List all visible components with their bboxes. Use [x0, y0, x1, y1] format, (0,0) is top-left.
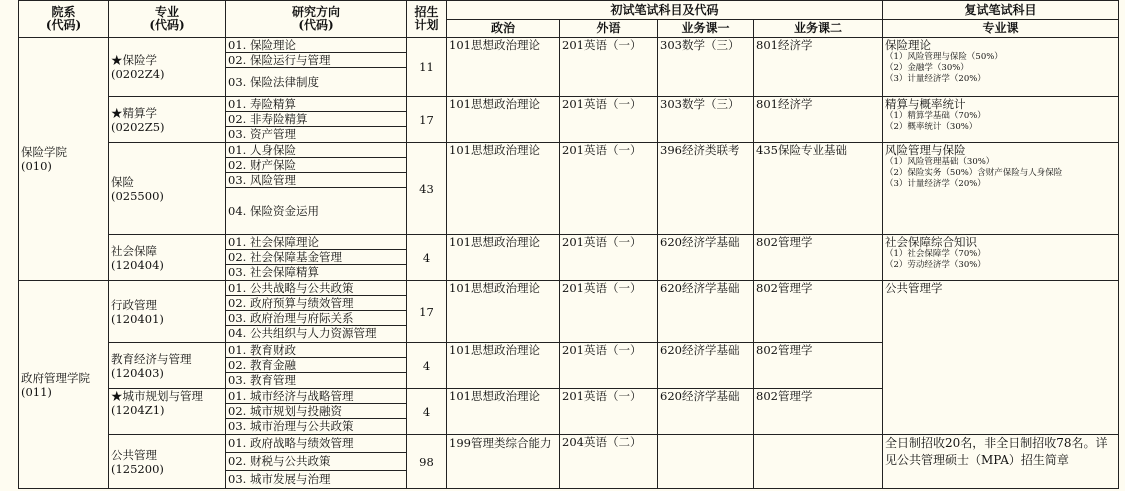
header-course1: 业务课一: [658, 20, 754, 38]
admissions-table: [18, 0, 1119, 489]
header-plan: 招生 计划: [407, 1, 447, 38]
direction-item: 02. 政府预算与绩效管理: [226, 296, 406, 311]
table-row: [19, 235, 1119, 281]
politics-cell: 101思想政治理论: [447, 38, 560, 97]
direction-item: 01. 教育财政: [226, 343, 406, 358]
direction-item: 01. 公共战略与公共政策: [226, 281, 406, 296]
direction-item: 01. 城市经济与战略管理: [226, 389, 406, 404]
course2-cell: 802管理学: [754, 235, 883, 281]
direction-cell: [226, 389, 407, 435]
politics-cell: 101思想政治理论: [447, 97, 560, 143]
header-initial-exam: 初试笔试科目及代码: [447, 1, 883, 20]
table-row: [19, 143, 1119, 235]
header-retest: 复试笔试科目: [883, 1, 1119, 20]
foreign-cell: 201英语（一）: [560, 389, 658, 435]
course1-cell: 620经济学基础: [658, 281, 754, 343]
plan-cell: 98: [407, 435, 447, 489]
header-direction: 研究方向 (代码): [226, 1, 407, 38]
direction-item: 04. 保险资金运用: [228, 204, 319, 218]
politics-cell: 199管理类综合能力: [447, 435, 560, 489]
direction-item: 02. 保险运行与管理: [226, 53, 406, 68]
direction-item: 02. 财税与公共政策: [226, 453, 406, 471]
direction-item: 03. 教育管理: [228, 373, 296, 387]
major-cell: 社会保障 (120404): [109, 235, 226, 281]
direction-item: 03. 社会保障精算: [228, 265, 319, 279]
course2-cell: 801经济学: [754, 97, 883, 143]
direction-item: 03. 政府治理与府际关系: [226, 311, 406, 326]
direction-item: 02. 财产保险: [226, 158, 406, 173]
course1-cell: 620经济学基础: [658, 235, 754, 281]
plan-cell: 17: [407, 281, 447, 343]
table-row: [19, 435, 1119, 489]
foreign-cell: 201英语（一）: [560, 343, 658, 389]
direction-item: 01. 人身保险: [226, 143, 406, 158]
course2-cell: 802管理学: [754, 389, 883, 435]
plan-cell: 43: [407, 143, 447, 235]
foreign-cell: 201英语（一）: [560, 97, 658, 143]
course1-cell: 303数学（三）: [658, 97, 754, 143]
direction-item: 03. 资产管理: [228, 127, 296, 141]
politics-cell: 101思想政治理论: [447, 143, 560, 235]
politics-cell: 101思想政治理论: [447, 235, 560, 281]
page-edge: [1120, 0, 1125, 491]
foreign-cell: 201英语（一）: [560, 281, 658, 343]
direction-cell: [226, 343, 407, 389]
major-cell: ★保险学 (0202Z4): [109, 38, 226, 97]
course2-cell: 435保险专业基础: [754, 143, 883, 235]
direction-cell: [226, 38, 407, 97]
course1-cell: [658, 435, 754, 489]
direction-cell: [226, 143, 407, 235]
course2-cell: 802管理学: [754, 343, 883, 389]
course2-cell: 802管理学: [754, 281, 883, 343]
direction-item: 02. 非寿险精算: [226, 112, 406, 127]
header-major: 专业 (代码): [109, 1, 226, 38]
direction-cell: [226, 435, 407, 489]
politics-cell: 101思想政治理论: [447, 343, 560, 389]
retest-cell: 公共管理学: [883, 281, 1119, 435]
major-cell: 保险 (025500): [109, 143, 226, 235]
foreign-cell: 201英语（一）: [560, 143, 658, 235]
politics-cell: 101思想政治理论: [447, 389, 560, 435]
direction-item: 03. 保险法律制度: [228, 75, 319, 89]
major-cell: ★城市规划与管理 (1204Z1): [109, 389, 226, 435]
course1-cell: 620经济学基础: [658, 389, 754, 435]
plan-cell: 4: [407, 235, 447, 281]
retest-cell: 精算与概率统计 （1）精算学基础（70%） （2）概率统计（30%）: [883, 97, 1119, 143]
direction-item: 01. 政府战略与绩效管理: [226, 435, 406, 453]
direction-item: 03. 风险管理: [226, 173, 406, 188]
politics-cell: 101思想政治理论: [447, 281, 560, 343]
direction-item: 02. 城市规划与投融资: [226, 404, 406, 419]
table-row: [19, 281, 1119, 343]
direction-item: 01. 寿险精算: [226, 97, 406, 112]
header-college: 院系 (代码): [19, 1, 109, 38]
major-cell: 教育经济与管理 (120403): [109, 343, 226, 389]
direction-item: 04. 公共组织与人力资源管理: [228, 326, 377, 340]
major-cell: 行政管理 (120401): [109, 281, 226, 343]
foreign-cell: 201英语（一）: [560, 38, 658, 97]
foreign-cell: 201英语（一）: [560, 235, 658, 281]
retest-cell: 社会保障综合知识 （1）社会保障学（70%） （2）劳动经济学（30%）: [883, 235, 1119, 281]
college-cell: 保险学院 (010): [19, 38, 109, 281]
table-row: [19, 38, 1119, 97]
plan-cell: 17: [407, 97, 447, 143]
foreign-cell: 204英语（二）: [560, 435, 658, 489]
table-row: [19, 97, 1119, 143]
plan-cell: 4: [407, 343, 447, 389]
course2-cell: [754, 435, 883, 489]
direction-item: 02. 教育金融: [226, 358, 406, 373]
course1-cell: 303数学（三）: [658, 38, 754, 97]
header-foreign: 外语: [560, 20, 658, 38]
header-politics: 政治: [447, 20, 560, 38]
direction-item: 01. 保险理论: [226, 38, 406, 53]
header-course2: 业务课二: [754, 20, 883, 38]
header-retest-sub: 专业课: [883, 20, 1119, 38]
direction-item: 03. 城市发展与治理: [228, 472, 331, 486]
direction-item: 01. 社会保障理论: [226, 235, 406, 250]
course1-cell: 620经济学基础: [658, 343, 754, 389]
direction-item: 03. 城市治理与公共政策: [228, 419, 354, 433]
course1-cell: 396经济类联考: [658, 143, 754, 235]
retest-cell: 保险理论 （1）风险管理与保险（50%） （2）金融学（30%） （3）计量经济学（20%）: [883, 38, 1119, 97]
retest-cell: 全日制招收20名，非全日制招收78名。详见公共管理硕士（MPA）招生简章: [883, 435, 1119, 489]
plan-cell: 4: [407, 389, 447, 435]
major-cell: ★精算学 (0202Z5): [109, 97, 226, 143]
direction-cell: [226, 235, 407, 281]
college-cell: 政府管理学院 (011): [19, 281, 109, 489]
direction-item: 02. 社会保障基金管理: [226, 250, 406, 265]
direction-cell: [226, 97, 407, 143]
major-cell: 公共管理 (125200): [109, 435, 226, 489]
plan-cell: 11: [407, 38, 447, 97]
course2-cell: 801经济学: [754, 38, 883, 97]
direction-cell: [226, 281, 407, 343]
retest-cell: 风险管理与保险 （1）风险管理基础（30%） （2）保险实务（50%）含财产保险与人身保险 （3）计量经济学（20%）: [883, 143, 1119, 235]
